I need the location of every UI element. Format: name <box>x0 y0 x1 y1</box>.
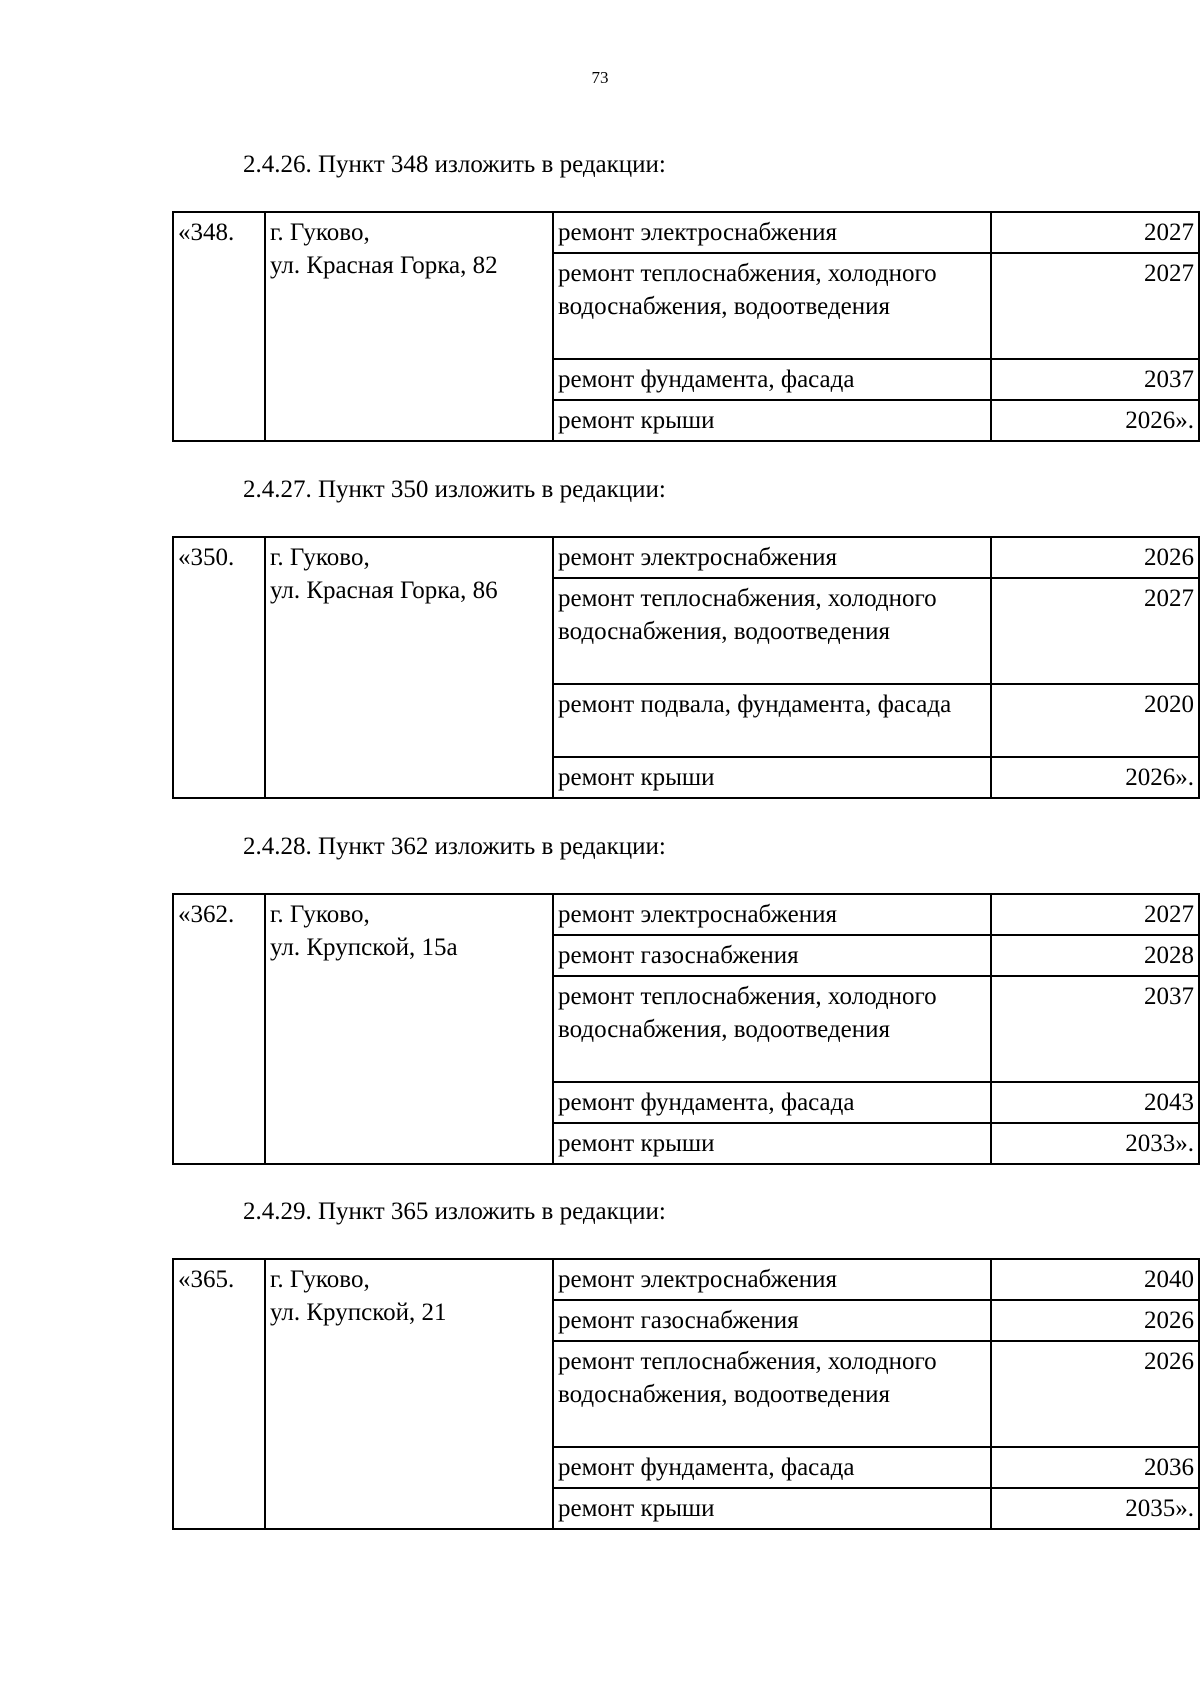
work-year: 2036 <box>991 1447 1199 1488</box>
work-type: ремонт фундамента, фасада <box>553 1447 991 1488</box>
section-heading: 2.4.26. Пункт 348 изложить в редакции: <box>243 151 666 178</box>
work-type: ремонт электроснабжения <box>553 212 991 253</box>
amendment-table <box>172 893 1200 1165</box>
work-year: 2027 <box>991 212 1199 253</box>
item-number: «350. <box>173 537 265 798</box>
section-heading: 2.4.29. Пункт 365 изложить в редакции: <box>243 1198 666 1225</box>
work-type: ремонт электроснабжения <box>553 537 991 578</box>
work-type: ремонт крыши <box>553 1488 991 1529</box>
work-year: 2033». <box>991 1123 1199 1164</box>
work-year: 2043 <box>991 1082 1199 1123</box>
work-year: 2026». <box>991 400 1199 441</box>
work-type: ремонт подвала, фундамента, фасада <box>553 684 991 757</box>
amendment-table <box>172 211 1200 442</box>
work-type: ремонт теплоснабжения, холодного водоснабжения, водоотведения <box>553 578 991 684</box>
work-type: ремонт теплоснабжения, холодного водоснабжения, водоотведения <box>553 253 991 359</box>
work-year: 2026 <box>991 1300 1199 1341</box>
address-cell <box>265 1259 553 1529</box>
address-street: ул. Крупской, 15а <box>270 934 458 961</box>
work-type: ремонт крыши <box>553 1123 991 1164</box>
section-heading: 2.4.28. Пункт 362 изложить в редакции: <box>243 833 666 860</box>
address-city: г. Гуково, <box>270 219 370 246</box>
work-type: ремонт крыши <box>553 400 991 441</box>
work-year: 2035». <box>991 1488 1199 1529</box>
work-type: ремонт теплоснабжения, холодного водоснабжения, водоотведения <box>553 976 991 1082</box>
work-type: ремонт газоснабжения <box>553 1300 991 1341</box>
work-type: ремонт фундамента, фасада <box>553 1082 991 1123</box>
work-year: 2027 <box>991 894 1199 935</box>
work-type: ремонт электроснабжения <box>553 1259 991 1300</box>
work-year: 2026». <box>991 757 1199 798</box>
item-number: «348. <box>173 212 265 441</box>
work-type: ремонт электроснабжения <box>553 894 991 935</box>
item-number: «362. <box>173 894 265 1164</box>
work-type: ремонт фундамента, фасада <box>553 359 991 400</box>
item-number: «365. <box>173 1259 265 1529</box>
work-year: 2027 <box>991 578 1199 684</box>
address-cell <box>265 537 553 798</box>
work-year: 2027 <box>991 253 1199 359</box>
address-street: ул. Красная Горка, 82 <box>270 252 498 279</box>
work-year: 2020 <box>991 684 1199 757</box>
address-city: г. Гуково, <box>270 1266 370 1293</box>
page-number: 73 <box>591 68 609 87</box>
address-city: г. Гуково, <box>270 901 370 928</box>
amendment-table <box>172 1258 1200 1530</box>
work-year: 2037 <box>991 976 1199 1082</box>
work-type: ремонт теплоснабжения, холодного водоснабжения, водоотведения <box>553 1341 991 1447</box>
address-street: ул. Красная Горка, 86 <box>270 577 498 604</box>
address-street: ул. Крупской, 21 <box>270 1299 447 1326</box>
section-heading: 2.4.27. Пункт 350 изложить в редакции: <box>243 476 666 503</box>
work-year: 2037 <box>991 359 1199 400</box>
work-type: ремонт крыши <box>553 757 991 798</box>
work-year: 2040 <box>991 1259 1199 1300</box>
address-city: г. Гуково, <box>270 544 370 571</box>
address-cell <box>265 894 553 1164</box>
work-year: 2026 <box>991 537 1199 578</box>
amendment-table <box>172 536 1200 799</box>
address-cell <box>265 212 553 441</box>
work-year: 2026 <box>991 1341 1199 1447</box>
work-year: 2028 <box>991 935 1199 976</box>
work-type: ремонт газоснабжения <box>553 935 991 976</box>
